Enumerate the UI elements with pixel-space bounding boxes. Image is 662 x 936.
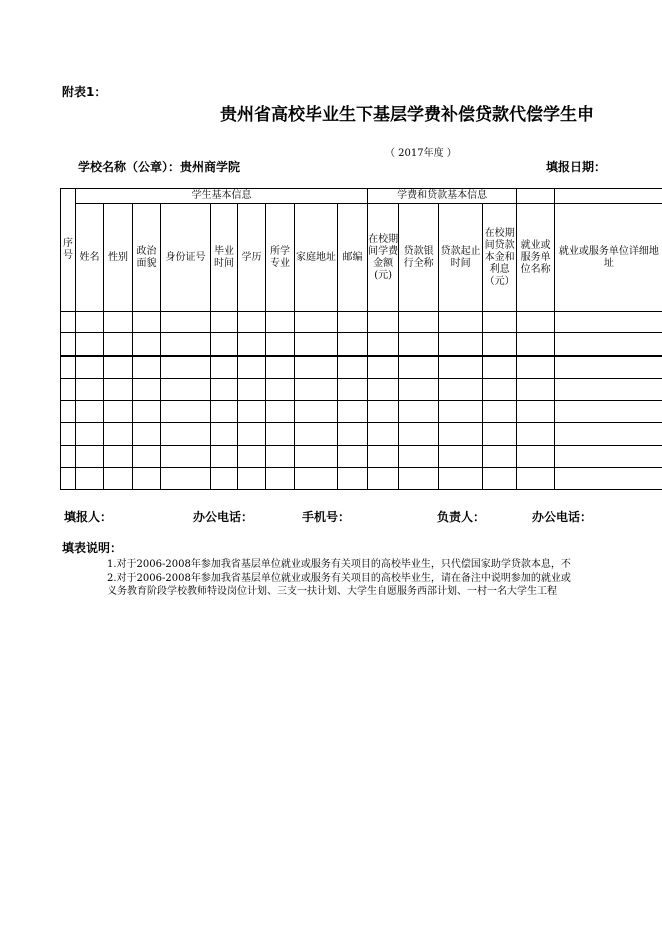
table-row — [61, 378, 662, 400]
col-loan-amount: 在校期间贷款本金和利息（元） — [483, 204, 517, 312]
col-seq: 序号 — [61, 189, 76, 312]
col-name: 姓名 — [76, 204, 104, 312]
col-political: 政治面貌 — [133, 204, 161, 312]
notes-title: 填表说明： — [62, 541, 123, 555]
col-grad-time: 毕业时间 — [211, 204, 238, 312]
table-row — [61, 445, 662, 467]
table-row — [61, 333, 662, 356]
leader-label: 负责人： — [437, 510, 486, 524]
col-employer-address: 就业或服务单位详细地址 — [555, 204, 662, 312]
application-table — [60, 188, 662, 490]
table-row — [61, 401, 662, 423]
school-name: 学校名称（公章）：贵州商学院 — [78, 160, 241, 174]
col-bank: 贷款银行全称 — [399, 204, 439, 312]
filler-label: 填报人： — [64, 510, 113, 524]
col-home-address: 家庭地址 — [295, 204, 338, 312]
col-loan-period: 贷款起止时间 — [439, 204, 483, 312]
col-postcode: 邮编 — [338, 204, 368, 312]
group-student-info: 学生基本信息 — [76, 189, 368, 204]
report-year: （ 2017年度 ） — [385, 148, 457, 159]
note-line-1: 1.对于2006-2008年参加我省基层单位就业或服务有关项目的高校毕业生，只代偿国家助学贷款本息，不 — [107, 559, 571, 570]
table-row — [61, 312, 662, 333]
note-line-2: 2.对于2006-2008年参加我省基层单位就业或服务有关项目的高校毕业生，请在备注中说明参加的就业或 — [107, 573, 571, 584]
fill-date-label: 填报日期： — [546, 160, 607, 174]
col-id-number: 身份证号 — [161, 204, 211, 312]
group-empty-1 — [517, 189, 555, 204]
col-gender: 性别 — [104, 204, 133, 312]
office-phone-label: 办公电话： — [193, 510, 254, 524]
group-fee-info: 学费和贷款基本信息 — [368, 189, 517, 204]
col-major: 所学专业 — [266, 204, 295, 312]
note-line-3: 义务教育阶段学校教师特设岗位计划、三支一扶计划、大学生自愿服务西部计划、一村一名大学生工程 — [107, 586, 557, 597]
table-row — [61, 423, 662, 445]
col-tuition: 在校期间学费金额(元) — [368, 204, 399, 312]
col-employer: 就业或服务单位名称 — [517, 204, 555, 312]
col-education: 学历 — [238, 204, 266, 312]
office-phone-label-2: 办公电话： — [532, 510, 593, 524]
mobile-label: 手机号： — [302, 510, 351, 524]
document-title: 贵州省高校毕业生下基层学费补偿贷款代偿学生申 — [220, 105, 594, 125]
group-empty-2 — [555, 189, 662, 204]
table-row — [61, 356, 662, 379]
annex-label: 附表1： — [62, 85, 107, 99]
table-row — [61, 467, 662, 489]
